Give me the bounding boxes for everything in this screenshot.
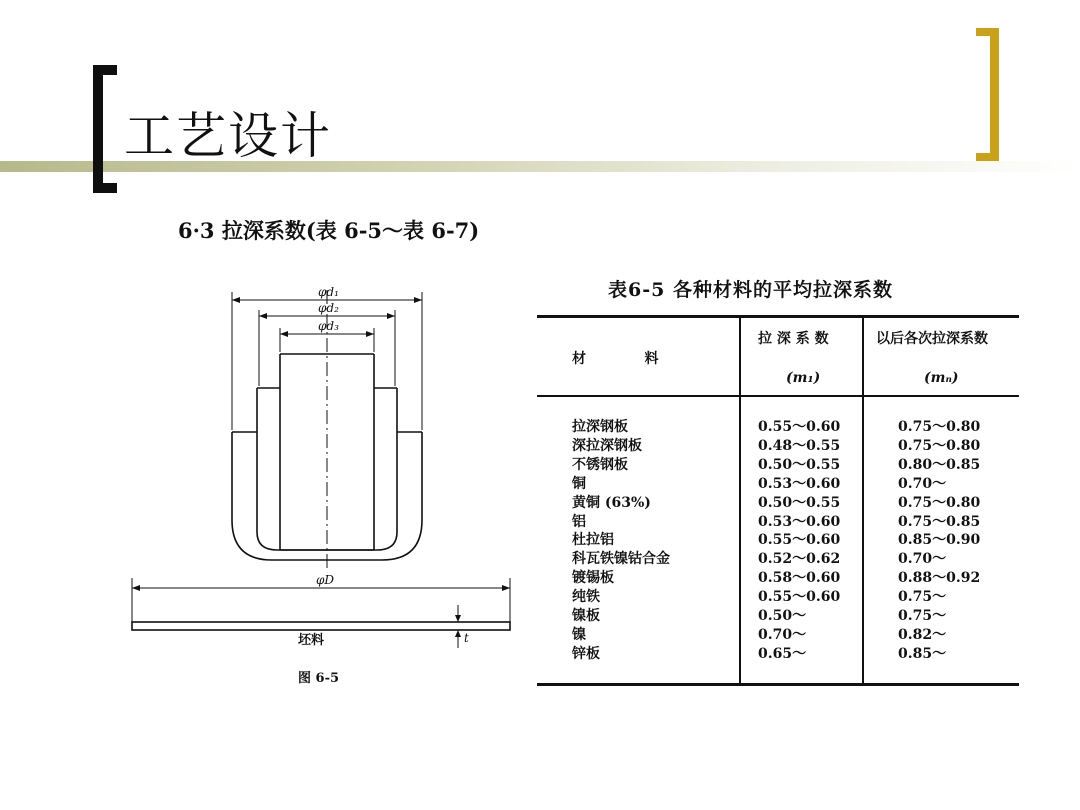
cup-drawing [132,290,510,648]
table-cell-mn: 0.88～0.92 [898,570,981,587]
header-mn: 以后各次拉深系数 [876,331,988,347]
table-cell-m1: 0.50～0.55 [758,456,841,473]
blank-plate [132,622,510,630]
table-cell-material: 科瓦铁镍钴合金 [572,551,670,568]
table-cell-mn: 0.70～ [898,475,947,492]
table-cell-m1: 0.55～0.60 [758,532,841,549]
table-cell-m1: 0.53～0.60 [758,513,841,530]
table-cell-material: 镍板 [572,608,600,625]
table-cell-mn: 0.75～0.80 [898,437,981,454]
table-cell-m1: 0.65～ [758,645,807,662]
table-cell-material: 铜 [572,475,586,492]
table-cell-material: 镀锡板 [572,570,614,587]
table-cell-material: 纯铁 [572,589,600,606]
table-cell-m1: 0.58～0.60 [758,570,841,587]
mn-column [898,418,1018,664]
table-cell-mn: 0.75～0.80 [898,419,981,435]
table-cell-m1: 0.55～0.60 [758,419,841,435]
label-d3: φd₃ [318,319,339,333]
label-d1: φd₁ [318,285,339,299]
header-m1-symbol: (m₁) [786,370,821,386]
table-cell-m1: 0.70～ [758,626,807,643]
table-cell-mn: 0.82～ [898,626,947,643]
left-bracket-top [93,65,117,75]
drawing-figure [120,270,530,690]
table-cell-mn: 0.70～ [898,551,947,568]
label-D: φD [316,573,335,587]
table-title: 表6-5 各种材料的平均拉深系数 [608,279,893,301]
table-cell-mn: 0.80～0.85 [898,456,981,473]
right-bracket [990,28,999,161]
table-cell-mn: 0.75～0.80 [898,494,981,511]
label-t: t [464,631,469,645]
right-bracket-bottom [976,153,999,161]
table-cell-material: 锌板 [572,645,600,662]
table-top-rule [537,315,1019,318]
table-cell-mn: 0.75～ [898,608,947,625]
table-cell-material: 镍 [572,626,586,643]
right-bracket-top [976,28,999,36]
table-cell-m1: 0.50～0.55 [758,494,841,511]
table-cell-m1: 0.55～0.60 [758,589,841,606]
table-cell-material: 杜拉铝 [572,532,614,549]
figure-caption: 图 6-5 [298,671,340,686]
table-cell-m1: 0.52～0.62 [758,551,841,568]
table-cell-mn: 0.75～0.85 [898,513,981,530]
material-column [572,418,732,664]
left-bracket-bottom [93,183,117,193]
label-d2: φd₂ [318,301,339,315]
table-cell-mn: 0.85～0.90 [898,532,981,549]
table-header-rule [537,395,1019,397]
table-column-divider [739,318,741,683]
table-cell-material: 拉深钢板 [572,419,628,435]
left-bracket [93,65,103,193]
table-cell-material: 铝 [572,513,586,530]
table-cell-material: 黄铜 (63%) [572,494,651,511]
table-cell-m1: 0.48～0.55 [758,437,841,454]
table-cell-material: 不锈钢板 [572,456,628,473]
header-m1: 拉 深 系 数 [758,331,829,347]
header-material: 材 料 [572,351,659,367]
table-cell-m1: 0.50～ [758,608,807,625]
table-bottom-rule [537,683,1019,686]
table-cell-material: 深拉深钢板 [572,437,642,454]
label-blank: 坯料 [298,633,325,648]
section-title: 6·3 拉深系数(表 6-5～表 6-7) [178,218,480,243]
table-cell-mn: 0.75～ [898,589,947,606]
table-cell-mn: 0.85～ [898,645,947,662]
m1-column [758,418,858,664]
header-mn-symbol: (mₙ) [924,370,959,386]
table-cell-m1: 0.53～0.60 [758,475,841,492]
table-column-divider [862,318,864,683]
slide-title: 工艺设计 [124,107,332,165]
